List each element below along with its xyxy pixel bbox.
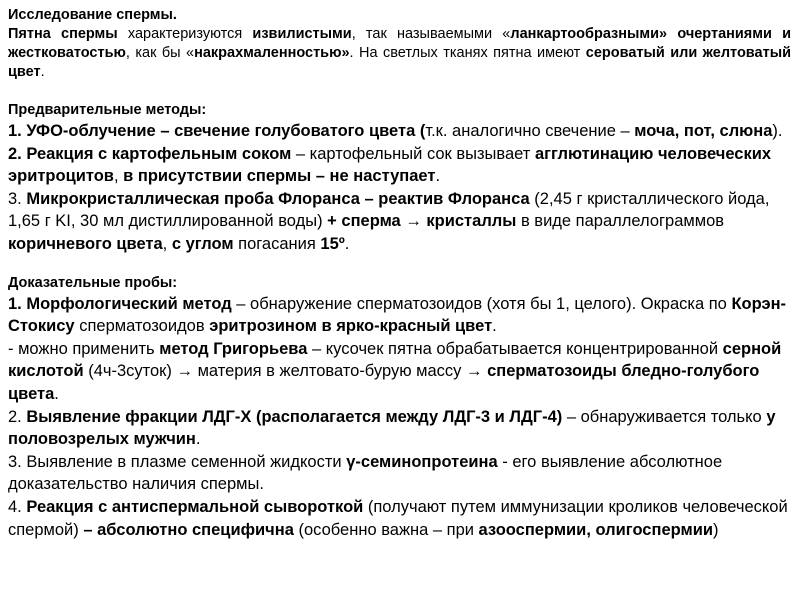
preliminary-item xyxy=(8,120,791,143)
text-run: Микрокристаллическая проба Флоранса – реактив Флоранса xyxy=(26,189,530,208)
text-run: γ-семинопротеина xyxy=(346,452,498,471)
text-run: Выявление фракции ЛДГ-Х (располагается между ЛДГ-3 и ЛДГ-4) xyxy=(26,407,563,426)
text-run: – кусочек пятна обрабатывается концентрированной xyxy=(307,339,723,358)
text-run: с углом xyxy=(171,234,234,253)
text-run: т.к. аналогично свечение – xyxy=(425,122,635,140)
text-run: 2. Реакция с картофельным соком xyxy=(8,144,292,163)
evidential-item xyxy=(8,338,791,406)
text-run: (2,45 г кристаллического йода, 1,65 г KI, 30 мл дистиллированной воды) xyxy=(8,189,770,231)
text-run xyxy=(667,26,677,42)
text-run: . На светлых тканях пятна имеют xyxy=(349,45,586,61)
text-run: . xyxy=(54,384,59,403)
evidential-item xyxy=(8,406,791,451)
text-run: агглютинацию человеческих эритроцитов xyxy=(8,144,772,186)
evidential-item xyxy=(8,451,791,496)
text-run: – абсолютно специфична xyxy=(83,520,294,539)
evidential-heading: Доказательные пробы: xyxy=(8,274,178,291)
text-run: . xyxy=(344,234,350,253)
text-run: в присутствии спермы – не наступает xyxy=(123,167,436,186)
text-run: - его выявление абсолютное доказательство наличия спермы. xyxy=(8,452,723,494)
evidential-list xyxy=(8,293,791,542)
text-run: – картофельный сок вызывает xyxy=(291,144,535,163)
text-run: , xyxy=(162,234,172,253)
text-run: сперматозоидов xyxy=(74,317,210,336)
text-run: накрахмаленностью» xyxy=(194,45,350,61)
text-run: . xyxy=(435,167,441,186)
text-run: . xyxy=(40,64,45,80)
text-run: коричневого цвета xyxy=(8,234,163,253)
text-run: Реакция с антиспермальной сывороткой xyxy=(26,497,364,516)
text-run: – обнаруживается только xyxy=(562,407,767,426)
text-run: , xyxy=(113,167,124,186)
text-run: очертаниями и жестковатостью xyxy=(8,26,792,61)
text-run: (особенно важна – при xyxy=(293,520,479,539)
preliminary-list xyxy=(8,120,791,256)
text-run: , как бы « xyxy=(125,45,195,61)
text-run: моча, пот, слюна xyxy=(634,122,773,140)
text-run: + сперма → кристаллы xyxy=(327,212,517,231)
text-run: 15º xyxy=(320,234,345,253)
text-run: 4. xyxy=(8,497,27,516)
evidential-item xyxy=(8,496,791,541)
text-run: эритрозином в ярко-красный цвет xyxy=(209,317,493,336)
text-run: - можно применить xyxy=(8,339,160,358)
text-run: . xyxy=(195,430,201,449)
intro-paragraph xyxy=(8,25,791,82)
text-run: . xyxy=(492,317,497,336)
text-run: ). xyxy=(772,122,783,140)
text-run: серной кислотой xyxy=(8,339,782,381)
text-run: ланкартообразными» xyxy=(510,26,668,42)
text-run: в виде параллелограммов xyxy=(516,212,725,231)
text-run: Пятна спермы xyxy=(8,26,118,42)
text-run: сперматозоиды бледно-голубого цвета xyxy=(8,362,760,403)
text-run: азооспермии, олигоспермии xyxy=(478,520,713,539)
preliminary-heading: Предварительные методы: xyxy=(8,102,207,118)
text-run: Корэн-Стокису xyxy=(8,294,787,336)
text-run: – обнаружение сперматозоидов (хотя бы 1, целого). Окраска по xyxy=(231,294,732,313)
text-run: 1. УФО-облучение – свечение голубоватого цвета ( xyxy=(8,122,426,140)
preliminary-item xyxy=(8,143,791,188)
evidential-item xyxy=(8,293,791,338)
text-run: ) xyxy=(712,520,719,539)
text-run: , так называемыми « xyxy=(351,26,511,42)
text-run: у половозрелых мужчин xyxy=(8,407,776,449)
preliminary-item xyxy=(8,188,791,256)
text-run: характеризуются xyxy=(117,26,253,42)
text-run: (4ч-3суток) → материя в желтовато-бурую массу → xyxy=(83,362,488,381)
spacer xyxy=(8,82,791,101)
spacer xyxy=(8,256,791,274)
text-run: сероватый или желтоватый цвет xyxy=(8,45,791,80)
text-run: погасания xyxy=(233,234,321,253)
document-title: Исследование спермы. xyxy=(8,7,177,23)
text-run: 3. xyxy=(8,189,27,208)
text-run: извилистыми xyxy=(252,26,352,42)
text-run: 3. Выявление в плазме семенной жидкости xyxy=(8,452,347,471)
text-run: метод Григорьева xyxy=(159,339,308,358)
text-run: 1. Морфологический метод xyxy=(8,294,232,313)
text-run: 2. xyxy=(8,407,27,426)
text-run: (получают путем иммунизации кроликов человеческой спермой) xyxy=(8,497,788,539)
